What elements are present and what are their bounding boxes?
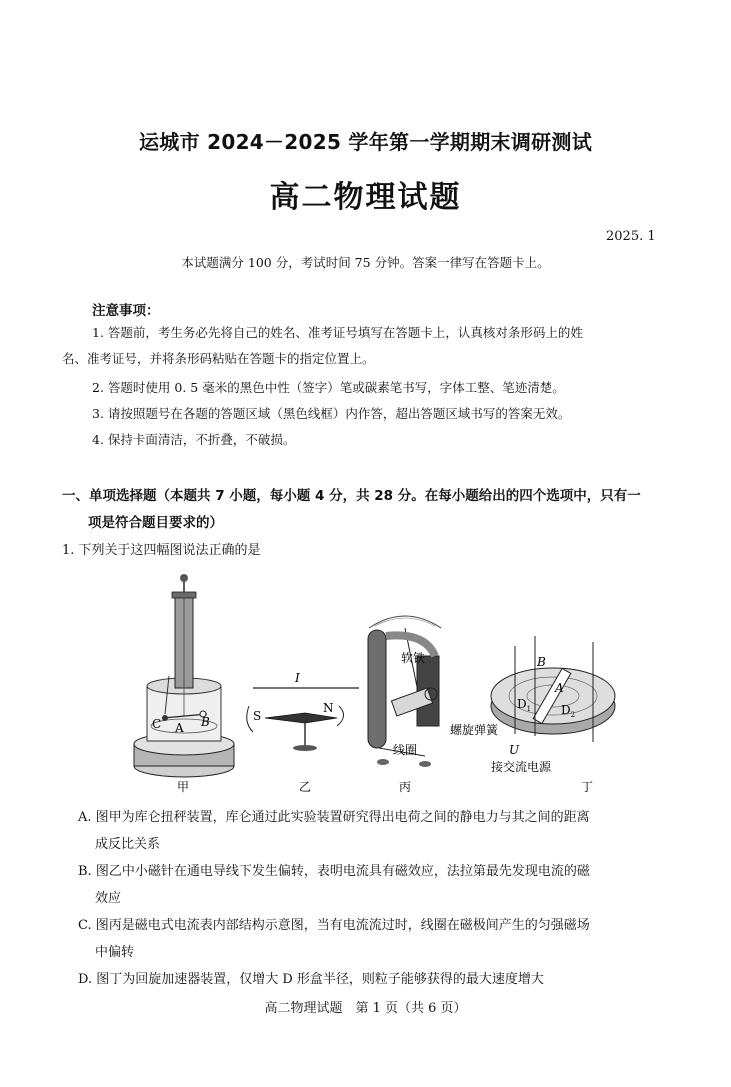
fig-d1-label: $D_1$	[517, 697, 532, 713]
note-1-line-2: 名、准考证号，并将条形码粘贴在答题卡的指定位置上。	[62, 351, 375, 366]
section-heading-line-1: 一、单项选择题（本题共 7 小题，每小题 4 分，共 28 分。在每小题给出的四个选项中，只有一	[62, 488, 641, 504]
option-c	[78, 912, 674, 966]
note-item-1	[62, 320, 672, 372]
option-c-line-1: C. 图丙是磁电式电流表内部结构示意图，当有电流流过时，线圈在磁极间产生的匀强磁场	[78, 918, 590, 933]
fig-pole-n-label: N	[323, 701, 334, 715]
fig-ball-a-label: A	[175, 721, 184, 735]
option-b	[78, 858, 674, 912]
fig-pole-s-label: S	[253, 709, 262, 723]
question-1-figure	[125, 566, 625, 798]
fig-spiral-spring-label: 螺旋弹簧	[450, 723, 499, 737]
note-3-text: 3. 请按照题号在各题的答题区域（黑色线框）内作答，超出答题区域书写的答案无效。	[92, 406, 571, 421]
option-b-line-1: B. 图乙中小磁针在通电导线下发生偏转，表明电流具有磁效应，法拉第最先发现电流的磁	[78, 864, 590, 879]
fig-current-label: I	[295, 671, 300, 685]
fig-point-a-label: A	[555, 681, 564, 695]
option-d-line-1: D. 图丁为回旋加速器装置，仅增大 D 形盒半径，则粒子能够获得的最大速度增大	[78, 972, 544, 987]
figure-label-yi: 乙	[299, 780, 312, 794]
note-4-text: 4. 保持卡面清洁，不折叠，不破损。	[92, 432, 296, 447]
exam-date: 2025. 1	[606, 229, 656, 244]
note-item-4	[62, 427, 672, 453]
option-d	[78, 966, 674, 993]
page-footer: 高二物理试题 第 1 页（共 6 页）	[264, 1001, 467, 1016]
option-a-line-1: A. 图甲为库仑扭秤装置，库仑通过此实验装置研究得出电荷之间的静电力与其之间的距离	[78, 810, 590, 825]
fig-ball-b-label: B	[201, 715, 210, 729]
figure-label-jia: 甲	[177, 780, 190, 794]
notes-heading: 注意事项：	[92, 303, 160, 319]
fig-field-b-label: B	[537, 655, 546, 669]
fig-soft-iron-label: 软铁	[401, 651, 426, 665]
note-1-line-1: 1. 答题前，考生务必先将自己的姓名、准考证号填写在答题卡上，认真核对条形码上的姓	[92, 325, 583, 340]
figure-label-ding: 丁	[581, 780, 594, 794]
note-2-text: 2. 答题时使用 0. 5 毫米的黑色中性（签字）笔或碳素笔书写，字体工整、笔迹清楚。	[92, 380, 565, 395]
fig-d2-label: $D_2$	[561, 703, 576, 719]
figure-yi-oersted	[247, 671, 359, 794]
fig-voltage-label: U	[509, 743, 520, 757]
figure-jia-coulomb-balance	[134, 574, 234, 794]
figure-ding-cyclotron	[491, 636, 615, 794]
page-title: 高二物理试题	[269, 180, 462, 215]
section-heading	[62, 483, 682, 537]
figure-bing-galvanometer	[368, 616, 499, 794]
option-b-line-2: 效应	[95, 891, 122, 906]
exam-intro: 本试题满分 100 分，考试时间 75 分钟。答案一律写在答题卡上。	[181, 255, 550, 270]
note-item-3	[62, 401, 672, 427]
note-item-2	[62, 375, 672, 401]
option-c-line-2: 中偏转	[95, 945, 135, 960]
fig-ball-c-label: C	[152, 717, 162, 731]
option-a-line-2: 成反比关系	[95, 837, 161, 852]
question-1-stem: 1. 下列关于这四幅图说法正确的是	[62, 543, 261, 558]
section-heading-line-2: 项是符合题目要求的）	[88, 515, 223, 531]
fig-ac-source-label: 接交流电源	[491, 760, 552, 774]
figure-label-bing: 丙	[399, 780, 412, 794]
option-a	[78, 804, 674, 858]
fig-coil-label: 线圈	[393, 743, 418, 757]
exam-title: 运城市 2024－2025 学年第一学期期末调研测试	[138, 130, 593, 154]
